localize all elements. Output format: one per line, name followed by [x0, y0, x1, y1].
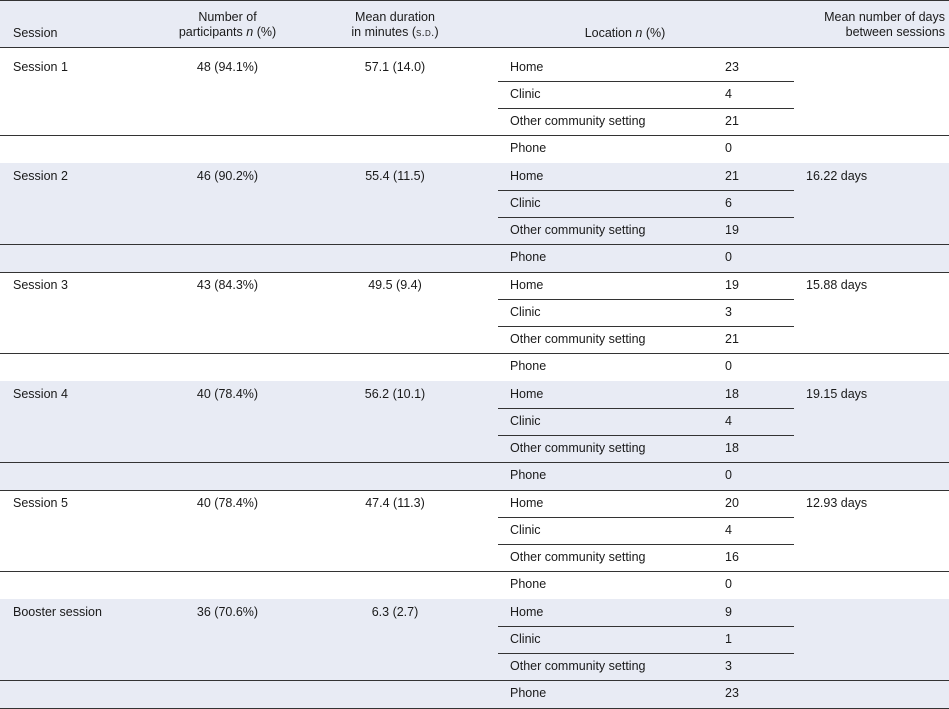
session-name: Session 3 [13, 278, 68, 292]
location-name: Home [510, 278, 544, 292]
location-row [498, 517, 794, 545]
row-divider [0, 135, 949, 136]
participants-value: 40 (78.4%) [196, 387, 259, 401]
header-session: Session [13, 26, 58, 40]
location-name: Phone [510, 359, 547, 373]
location-count: 19 [725, 278, 739, 292]
header-location: Location n (%) [584, 26, 666, 40]
location-count: 0 [725, 359, 732, 373]
location-row [498, 244, 794, 271]
location-count: 18 [725, 387, 739, 401]
session-name: Session 4 [13, 387, 68, 401]
location-name: Other community setting [510, 550, 646, 564]
location-count: 1 [725, 632, 732, 646]
location-count: 21 [725, 332, 739, 346]
location-name: Other community setting [510, 223, 646, 237]
location-row [498, 190, 794, 218]
location-row [498, 490, 794, 518]
session-name: Session 2 [13, 169, 68, 183]
location-count: 9 [725, 605, 732, 619]
location-row [498, 680, 794, 707]
participants-value: 40 (78.4%) [196, 496, 259, 510]
location-row [498, 435, 794, 462]
location-row [498, 108, 794, 135]
location-name: Home [510, 605, 544, 619]
days-between-value: 15.88 days [806, 278, 868, 292]
location-count: 0 [725, 468, 732, 482]
duration-value: 6.3 (2.7) [371, 605, 419, 619]
location-name: Clinic [510, 87, 541, 101]
location-name: Home [510, 496, 544, 510]
location-name: Phone [510, 577, 547, 591]
session-name: Booster session [13, 605, 102, 619]
duration-value: 57.1 (14.0) [364, 60, 426, 74]
location-name: Home [510, 169, 544, 183]
duration-value: 49.5 (9.4) [368, 278, 422, 292]
location-row [498, 462, 794, 489]
location-row [498, 217, 794, 244]
participants-value: 43 (84.3%) [196, 278, 259, 292]
participants-value: 46 (90.2%) [196, 169, 259, 183]
location-count: 0 [725, 250, 732, 264]
location-row [498, 272, 794, 300]
location-name: Phone [510, 141, 547, 155]
location-count: 0 [725, 577, 732, 591]
location-row [498, 381, 794, 409]
location-name: Phone [510, 686, 547, 700]
table-row-group [0, 163, 949, 272]
location-count: 18 [725, 441, 739, 455]
location-row [498, 353, 794, 380]
location-count: 20 [725, 496, 739, 510]
header-participants: Number of participants n (%) [178, 10, 277, 39]
row-divider [0, 353, 949, 354]
location-count: 4 [725, 523, 732, 537]
participants-value: 48 (94.1%) [196, 60, 259, 74]
table-header [0, 0, 949, 48]
location-row [498, 571, 794, 598]
row-divider [0, 680, 949, 681]
days-between-value: 16.22 days [806, 169, 868, 183]
table-row-group [0, 54, 949, 163]
location-count: 16 [725, 550, 739, 564]
location-name: Clinic [510, 196, 541, 210]
location-name: Home [510, 60, 544, 74]
row-divider [0, 571, 949, 572]
table-row-group [0, 490, 949, 599]
session-name: Session 1 [13, 60, 68, 74]
location-row [498, 326, 794, 353]
location-name: Phone [510, 468, 547, 482]
location-count: 21 [725, 114, 739, 128]
location-name: Other community setting [510, 332, 646, 346]
participants-value: 36 (70.6%) [196, 605, 259, 619]
location-row [498, 163, 794, 191]
duration-value: 55.4 (11.5) [365, 169, 425, 183]
location-name: Clinic [510, 414, 541, 428]
location-count: 3 [725, 305, 732, 319]
location-row [498, 81, 794, 109]
row-divider [0, 244, 949, 245]
location-row [498, 135, 794, 162]
location-name: Other community setting [510, 114, 646, 128]
location-row [498, 653, 794, 680]
location-count: 0 [725, 141, 732, 155]
location-name: Other community setting [510, 441, 646, 455]
location-name: Clinic [510, 632, 541, 646]
location-count: 23 [725, 686, 739, 700]
location-count: 19 [725, 223, 739, 237]
location-name: Phone [510, 250, 547, 264]
duration-value: 47.4 (11.3) [365, 496, 425, 510]
location-row [498, 599, 794, 627]
location-row [498, 544, 794, 571]
days-between-value: 12.93 days [806, 496, 868, 510]
location-row [498, 299, 794, 327]
session-name: Session 5 [13, 496, 68, 510]
location-name: Home [510, 387, 544, 401]
row-divider [0, 462, 949, 463]
header-days-between: Mean number of days between sessions [824, 10, 945, 39]
location-count: 23 [725, 60, 739, 74]
location-count: 3 [725, 659, 732, 673]
header-duration: Mean duration in minutes (s.d.) [351, 10, 439, 39]
location-row [498, 408, 794, 436]
location-name: Clinic [510, 305, 541, 319]
location-row [498, 626, 794, 654]
table-row-group [0, 381, 949, 490]
location-count: 21 [725, 169, 739, 183]
duration-value: 56.2 (10.1) [364, 387, 426, 401]
location-row [498, 54, 794, 82]
location-count: 4 [725, 87, 732, 101]
location-name: Other community setting [510, 659, 646, 673]
location-count: 4 [725, 414, 732, 428]
location-count: 6 [725, 196, 732, 210]
table-row-group [0, 599, 949, 708]
table-row-group [0, 272, 949, 381]
days-between-value: 19.15 days [806, 387, 868, 401]
location-name: Clinic [510, 523, 541, 537]
